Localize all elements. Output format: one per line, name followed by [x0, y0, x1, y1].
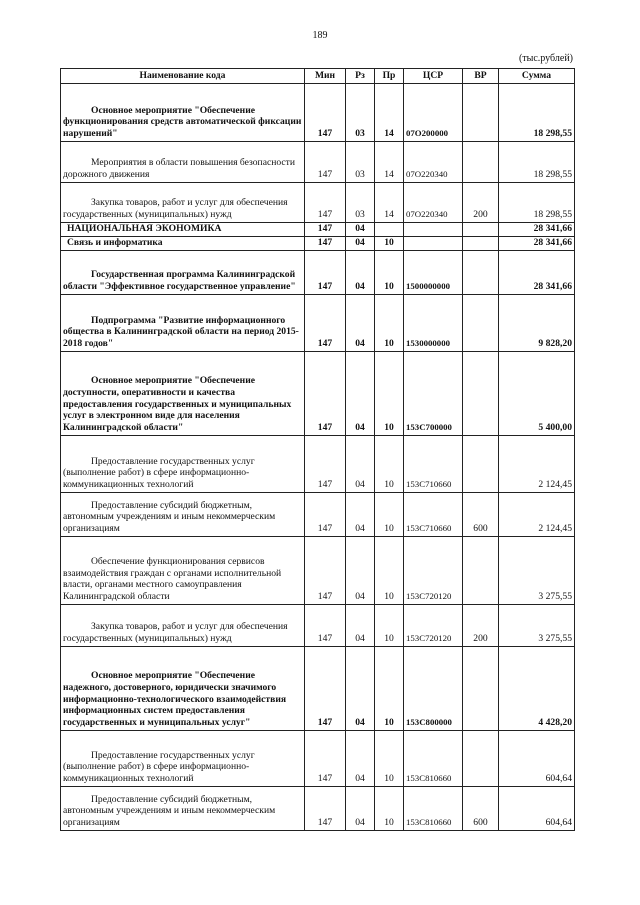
- table-row: [61, 647, 575, 731]
- table-row: [61, 436, 575, 493]
- cell-sum: 28 341,66: [499, 223, 575, 237]
- cell-rz: 04: [346, 237, 375, 251]
- cell-pr: 10: [375, 436, 404, 493]
- cell-name: Связь и информатика: [61, 237, 305, 251]
- cell-rz: 04: [346, 537, 375, 605]
- cell-vr: 200: [463, 183, 499, 223]
- cell-vr: [463, 731, 499, 787]
- cell-pr: 10: [375, 295, 404, 352]
- cell-pr: 10: [375, 537, 404, 605]
- cell-sum: 2 124,45: [499, 493, 575, 537]
- cell-sum: 3 275,55: [499, 537, 575, 605]
- header-min: Мин: [305, 69, 346, 84]
- cell-sum: 604,64: [499, 787, 575, 831]
- cell-vr: [463, 237, 499, 251]
- table-row: [61, 537, 575, 605]
- cell-sum: 604,64: [499, 731, 575, 787]
- cell-rz: 04: [346, 223, 375, 237]
- cell-vr: [463, 436, 499, 493]
- cell-csr: 153С800000: [404, 647, 463, 731]
- cell-min: 147: [305, 731, 346, 787]
- cell-name: Закупка товаров, работ и услуг для обеспечения государственных (муниципальных) нужд: [61, 183, 305, 223]
- cell-sum: 28 341,66: [499, 251, 575, 295]
- cell-pr: 10: [375, 237, 404, 251]
- cell-pr: [375, 223, 404, 237]
- cell-min: 147: [305, 537, 346, 605]
- cell-name: Предоставление государственных услуг (выполнение работ) в сфере информационно-коммуникационных технологий: [61, 436, 305, 493]
- cell-min: 147: [305, 251, 346, 295]
- cell-min: 147: [305, 142, 346, 183]
- cell-rz: 04: [346, 787, 375, 831]
- table-row: [61, 731, 575, 787]
- cell-name: Подпрограмма "Развитие информационного общества в Калининградской области на период 2015-2018 годов": [61, 295, 305, 352]
- cell-csr: 07О200000: [404, 84, 463, 142]
- cell-name: Мероприятия в области повышения безопасности дорожного движения: [61, 142, 305, 183]
- cell-csr: 153С710660: [404, 493, 463, 537]
- cell-csr: 153С720120: [404, 537, 463, 605]
- cell-pr: 14: [375, 142, 404, 183]
- table-row: [61, 605, 575, 647]
- cell-rz: 04: [346, 493, 375, 537]
- cell-csr: [404, 237, 463, 251]
- cell-name: Государственная программа Калининградской области "Эффективное государственное управление": [61, 251, 305, 295]
- table-row: [61, 183, 575, 223]
- cell-csr: 1500000000: [404, 251, 463, 295]
- cell-vr: [463, 647, 499, 731]
- cell-name: Предоставление субсидий бюджетным, автономным учреждениям и иным некоммерческим организациям: [61, 493, 305, 537]
- cell-name: Предоставление государственных услуг (выполнение работ) в сфере информационно-коммуникационных технологий: [61, 731, 305, 787]
- cell-csr: 07О220340: [404, 183, 463, 223]
- cell-vr: [463, 223, 499, 237]
- cell-min: 147: [305, 605, 346, 647]
- table-row: [61, 84, 575, 142]
- cell-pr: 14: [375, 183, 404, 223]
- table-header-row: [61, 69, 575, 84]
- cell-min: 147: [305, 223, 346, 237]
- cell-csr: 153С700000: [404, 352, 463, 436]
- cell-rz: 04: [346, 251, 375, 295]
- header-name: Наименование кода: [61, 69, 305, 84]
- table-row: [61, 223, 575, 237]
- cell-sum: 9 828,20: [499, 295, 575, 352]
- cell-csr: 153С710660: [404, 436, 463, 493]
- cell-sum: 3 275,55: [499, 605, 575, 647]
- page-number: 189: [312, 30, 328, 41]
- units-label: (тыс.рублей): [518, 53, 573, 64]
- cell-sum: 18 298,55: [499, 84, 575, 142]
- cell-name: Обеспечение функционирования сервисов взаимодействия граждан с органами исполнительной власти, органами местного самоуправления Калининградской области: [61, 537, 305, 605]
- cell-rz: 04: [346, 436, 375, 493]
- cell-rz: 03: [346, 142, 375, 183]
- cell-rz: 04: [346, 605, 375, 647]
- cell-rz: 04: [346, 731, 375, 787]
- cell-rz: 04: [346, 295, 375, 352]
- cell-sum: 5 400,00: [499, 352, 575, 436]
- cell-rz: 03: [346, 183, 375, 223]
- cell-name: Основное мероприятие "Обеспечение доступности, оперативности и качества предоставления государственных и муниципальных услуг в электронном виде для населения Калининградской области": [61, 352, 305, 436]
- cell-csr: 153С810660: [404, 731, 463, 787]
- cell-min: 147: [305, 436, 346, 493]
- cell-pr: 10: [375, 605, 404, 647]
- table-row: [61, 142, 575, 183]
- cell-min: 147: [305, 183, 346, 223]
- cell-csr: [404, 223, 463, 237]
- cell-min: 147: [305, 493, 346, 537]
- header-pr: Пр: [375, 69, 404, 84]
- header-csr: ЦСР: [404, 69, 463, 84]
- cell-vr: [463, 295, 499, 352]
- cell-min: 147: [305, 237, 346, 251]
- cell-name: Предоставление субсидий бюджетным, автономным учреждениям и иным некоммерческим организациям: [61, 787, 305, 831]
- cell-rz: 04: [346, 647, 375, 731]
- cell-name: Закупка товаров, работ и услуг для обеспечения государственных (муниципальных) нужд: [61, 605, 305, 647]
- cell-min: 147: [305, 647, 346, 731]
- cell-sum: 2 124,45: [499, 436, 575, 493]
- cell-sum: 18 298,55: [499, 183, 575, 223]
- cell-vr: 200: [463, 605, 499, 647]
- cell-vr: [463, 142, 499, 183]
- cell-sum: 4 428,20: [499, 647, 575, 731]
- cell-pr: 14: [375, 84, 404, 142]
- cell-min: 147: [305, 352, 346, 436]
- cell-csr: 153С720120: [404, 605, 463, 647]
- table-row: [61, 493, 575, 537]
- header-rz: Рз: [346, 69, 375, 84]
- cell-pr: 10: [375, 352, 404, 436]
- cell-pr: 10: [375, 647, 404, 731]
- cell-pr: 10: [375, 493, 404, 537]
- cell-pr: 10: [375, 731, 404, 787]
- cell-rz: 03: [346, 84, 375, 142]
- cell-rz: 04: [346, 352, 375, 436]
- cell-pr: 10: [375, 787, 404, 831]
- budget-table: [60, 68, 575, 831]
- header-vr: ВР: [463, 69, 499, 84]
- table-row: [61, 295, 575, 352]
- cell-min: 147: [305, 84, 346, 142]
- table-row: [61, 787, 575, 831]
- table-row: [61, 251, 575, 295]
- cell-vr: [463, 251, 499, 295]
- cell-csr: 07О220340: [404, 142, 463, 183]
- cell-name: НАЦИОНАЛЬНАЯ ЭКОНОМИКА: [61, 223, 305, 237]
- cell-vr: [463, 537, 499, 605]
- table-row: [61, 237, 575, 251]
- cell-pr: 10: [375, 251, 404, 295]
- cell-min: 147: [305, 787, 346, 831]
- cell-vr: 600: [463, 493, 499, 537]
- table-row: [61, 352, 575, 436]
- cell-csr: 153С810660: [404, 787, 463, 831]
- cell-sum: 18 298,55: [499, 142, 575, 183]
- cell-name: Основное мероприятие "Обеспечение функционирования средств автоматической фиксации нарушений": [61, 84, 305, 142]
- cell-vr: [463, 84, 499, 142]
- cell-name: Основное мероприятие "Обеспечение надежного, достоверного, юридически значимого информационно-технологического взаимодействия информационных систем предоставления государственных и муниципальных услуг": [61, 647, 305, 731]
- cell-vr: [463, 352, 499, 436]
- cell-sum: 28 341,66: [499, 237, 575, 251]
- cell-csr: 1530000000: [404, 295, 463, 352]
- cell-vr: 600: [463, 787, 499, 831]
- header-sum: Сумма: [499, 69, 575, 84]
- cell-min: 147: [305, 295, 346, 352]
